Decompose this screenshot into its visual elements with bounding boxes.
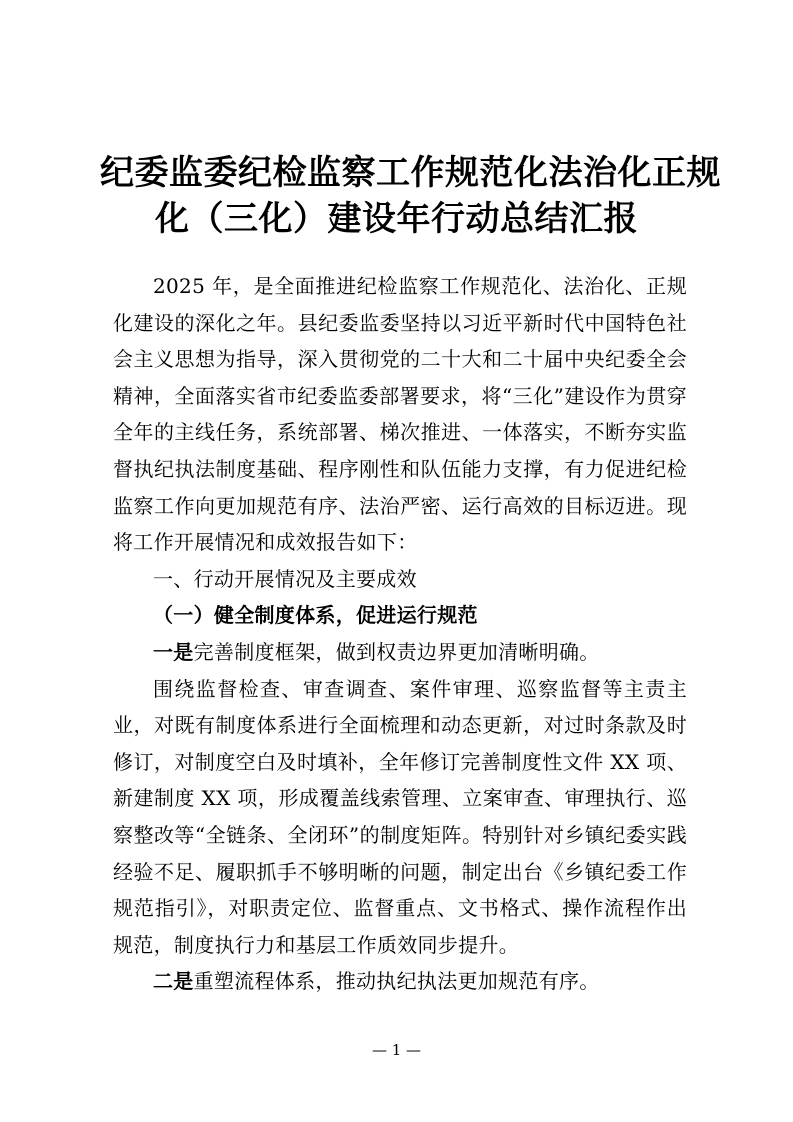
page-number: — 1 — xyxy=(371,1041,422,1059)
document-body xyxy=(113,268,687,1000)
item-1-text: 完善制度框架，做到权责边界更加清晰明确。 xyxy=(193,639,600,664)
item-1-heading xyxy=(113,634,687,671)
title-line-1: 纪委监委纪检监察工作规范化法治化正规 xyxy=(100,153,721,193)
item-1-body: 围绕监督检查、审查调查、案件审理、巡察监督等主责主业，对既有制度体系进行全面梳理和动态更新，对过时条款及时修订，对制度空白及时填补，全年修订完善制度性文件 XX 项、新建制度 XX 项，形成覆盖线索管理、立案审查、审理执行、巡察整改等“全链条、全闭环”的制度矩阵。特别针对乡镇纪委实践经验不足、履职抓手不够明晰的问题，制定出台《乡镇纪委工作规范指引》，对职责定位、监督重点、文书格式、操作流程作出规范，制度执行力和基层工作质效同步提升。 xyxy=(113,676,687,957)
item-2-heading xyxy=(113,963,687,1000)
document-title xyxy=(100,150,721,242)
intro-paragraph: 2025 年，是全面推进纪检监察工作规范化、法治化、正规化建设的深化之年。县纪委监委坚持以习近平新时代中国特色社会主义思想为指导，深入贯彻党的二十大和二十届中央纪委全会精神，全面落实省市纪委监委部署要求，将“三化”建设作为贯穿全年的主线任务，系统部署、梯次推进、一体落实，不断夯实监督执纪执法制度基础、程序刚性和队伍能力支撑，有力促进纪检监察工作向更加规范有序、法治严密、运行高效的目标迈进。现将工作开展情况和成效报告如下： xyxy=(113,274,687,555)
item-2-text: 重塑流程体系，推动执纪执法更加规范有序。 xyxy=(193,969,600,994)
title-line-2: 化（三化）建设年行动总结汇报 xyxy=(155,199,638,239)
item-2-lead: 二是 xyxy=(153,969,194,994)
subsection-heading-1: （一）健全制度体系，促进运行规范 xyxy=(153,603,478,628)
section-heading-1: 一、行动开展情况及主要成效 xyxy=(153,566,417,591)
item-1-lead: 一是 xyxy=(153,639,194,664)
